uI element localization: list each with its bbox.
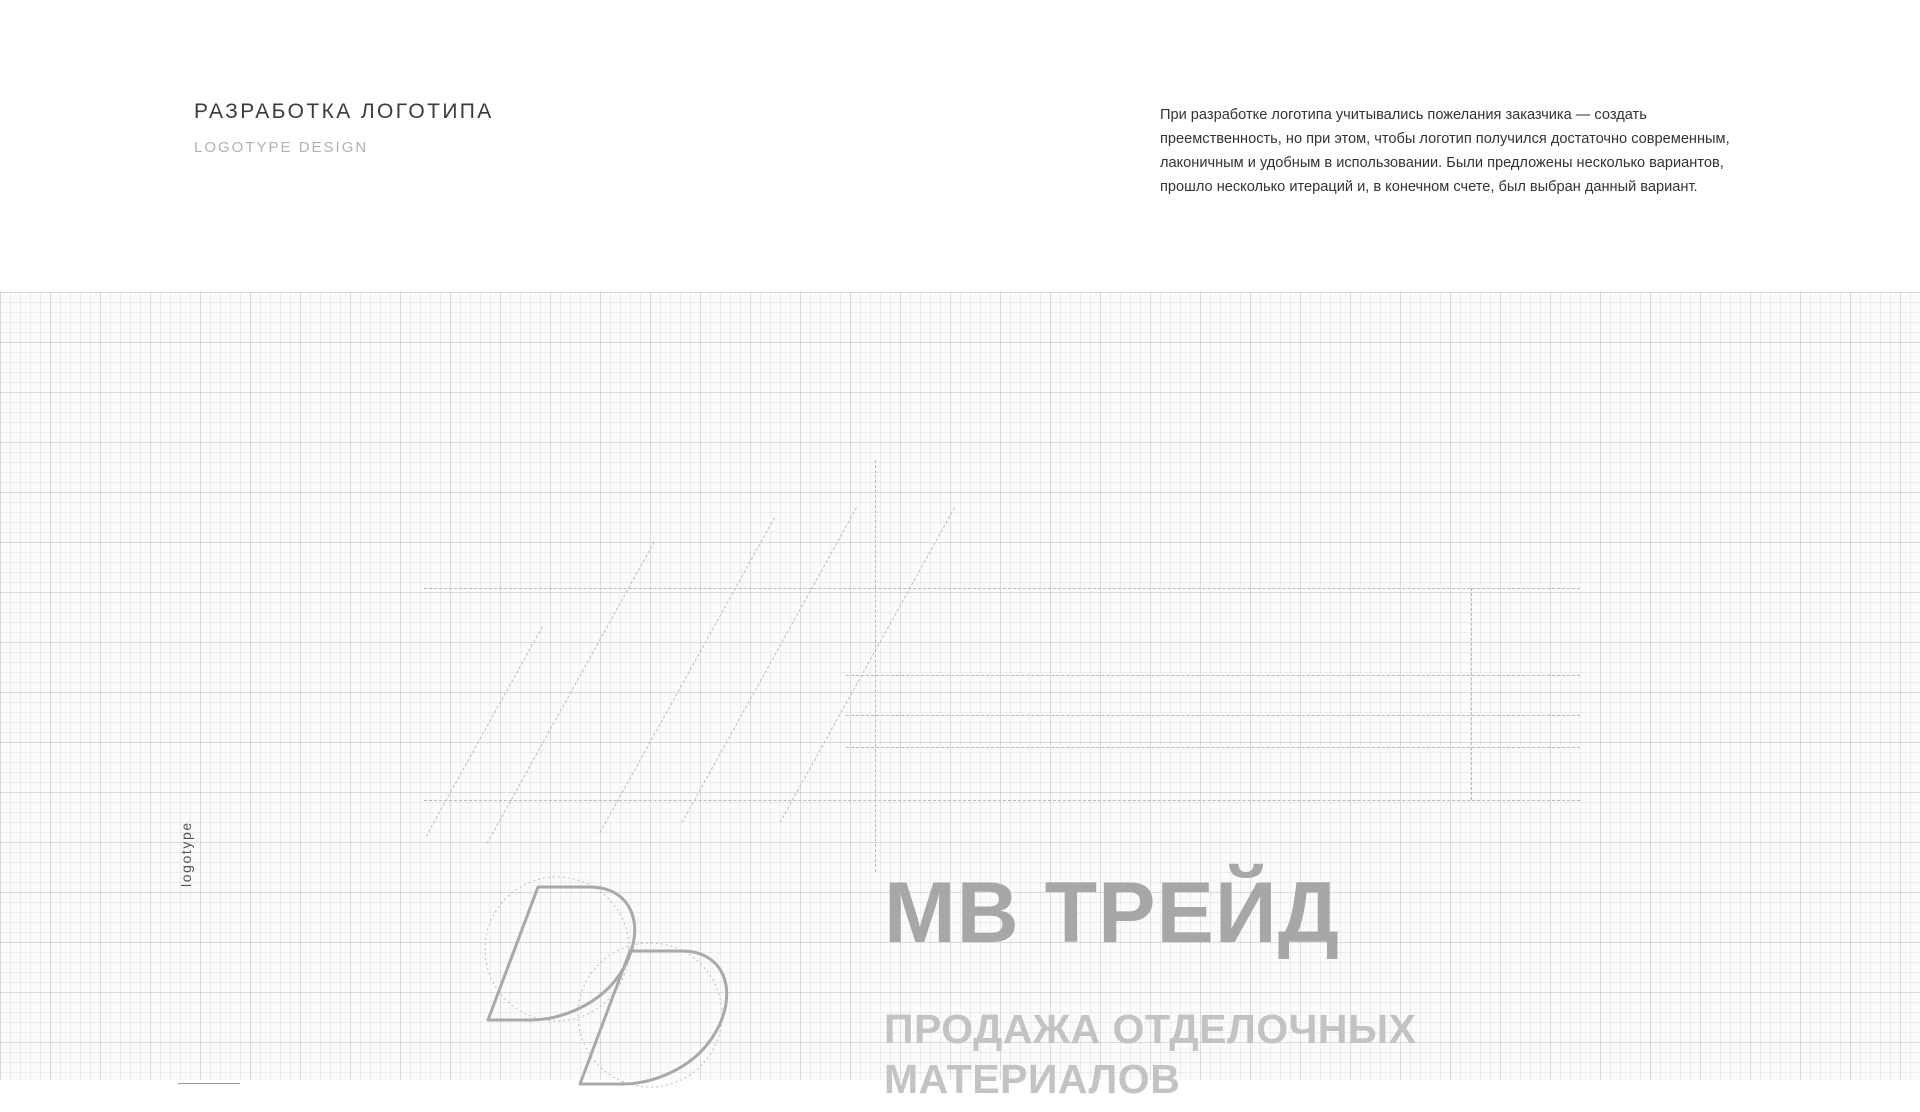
guide-vertical-left — [875, 460, 876, 872]
guide-slant-2 — [487, 542, 655, 844]
section-side-rule — [178, 1083, 240, 1084]
title-block — [194, 100, 494, 156]
header-section — [0, 0, 1920, 292]
page-subtitle: LOGOTYPE DESIGN — [194, 139, 369, 156]
guide-vertical-right — [1471, 588, 1472, 800]
logo-tagline-line1: ПРОДАЖА ОТДЕЛОЧНЫХ — [884, 1006, 1417, 1052]
logo-mark-icon — [430, 852, 830, 1112]
guide-horizontal-mid2 — [846, 715, 1580, 716]
logo-wordmark: МВ ТРЕЙД — [884, 865, 1340, 961]
guide-slant-5 — [780, 507, 955, 822]
section-side-label: logotype — [178, 821, 194, 887]
guide-slant-1 — [426, 626, 543, 836]
guide-slant-3 — [600, 517, 775, 832]
page-title: РАЗРАБОТКА ЛОГОТИПА — [194, 100, 494, 123]
guide-horizontal-bottom — [424, 800, 1580, 801]
guide-horizontal-top — [424, 588, 1580, 589]
guide-horizontal-mid1 — [846, 675, 1580, 676]
guide-horizontal-mid3 — [846, 747, 1580, 748]
logo-tagline — [884, 1004, 1417, 1104]
logo-construction-panel — [0, 292, 1920, 1103]
logo-tagline-line2: МАТЕРИАЛОВ — [884, 1056, 1181, 1103]
guide-slant-4 — [682, 507, 857, 822]
intro-paragraph: При разработке логотипа учитывались пожелания заказчика — создать преемственность, но при этом, чтобы логотип получился достаточно современным, лаконичным и удобным в использовании. Были предложены несколько вариантов, прошло несколько итераций и, в конечном счете, был выбран данный вариант. — [1160, 107, 1730, 196]
